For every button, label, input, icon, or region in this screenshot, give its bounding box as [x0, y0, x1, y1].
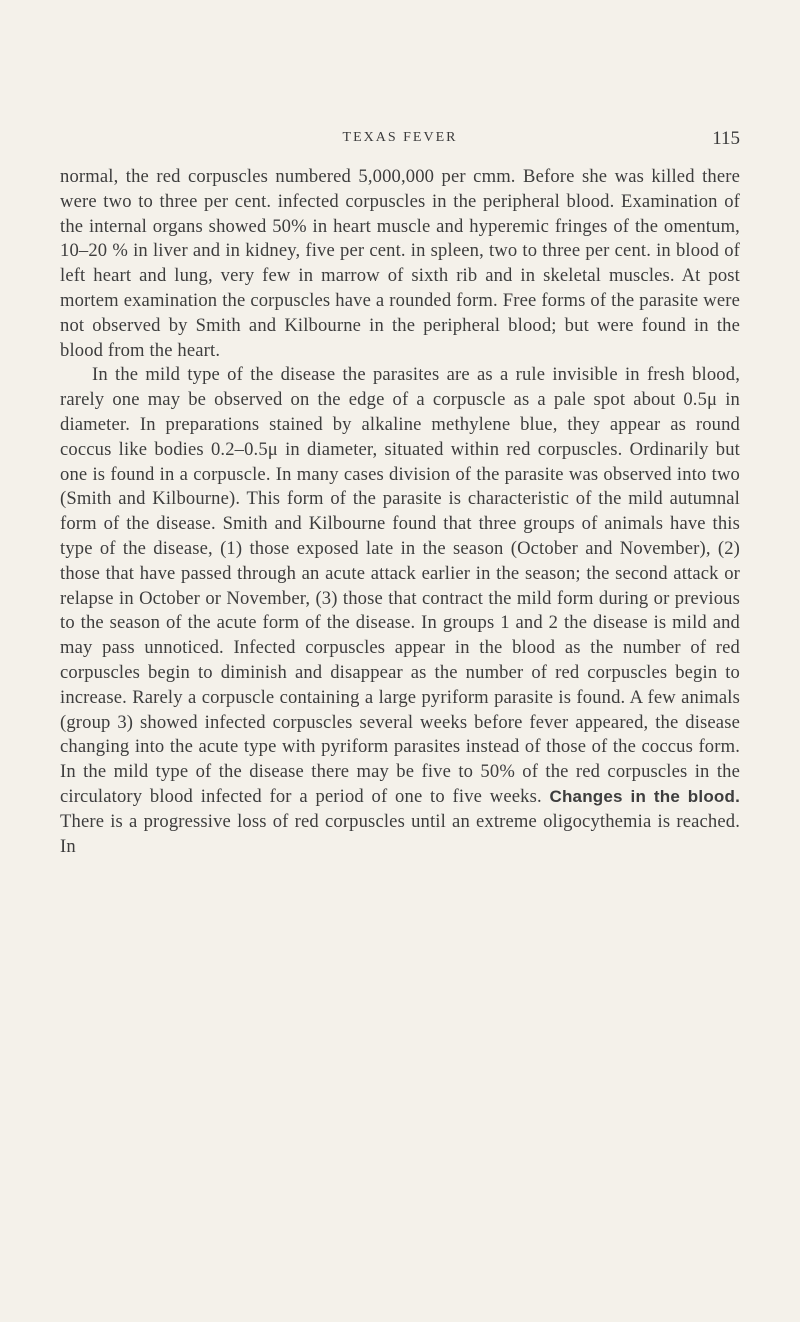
running-head: TEXAS FEVER — [342, 130, 458, 145]
section-heading-changes-in-blood: Changes in the blood. — [549, 786, 740, 806]
page-number: 115 — [712, 128, 740, 149]
paragraph-continued: normal, the red corpuscles numbered 5,000,000 per cmm. Before she was killed there were two to three per cent. infected corpuscles in the peripheral blood. Examination of the internal organs showed 50% in heart muscle and hyperemic fringes of the omentum, 10–20 % in liver and in kidney, five per cent. in spleen, two to three per cent. in blood of left heart and lung, very few in marrow of sixth rib and in skeletal muscles. At post mortem examination the corpuscles have a rounded form. Free forms of the parasite were not observed by Smith and Kilbourne in the peripheral blood; but were found in the blood from the heart. — [60, 166, 740, 361]
paragraph-mild-type — [60, 363, 740, 859]
section-text-changes-in-blood: There is a progressive loss of red corpuscles until an extreme oligocythemia is reached. In — [60, 810, 740, 857]
paragraph-mild-type-text: In the mild type of the disease the parasites are as a rule invisible in fresh blood, rarely one may be observed on the edge of a corpuscle as a pale spot about 0.5μ in diameter. In preparations stained by alkaline methylene blue, they appear as round coccus like bodies 0.2–0.5μ in diameter, situated within red corpuscles. Ordinarily but one is found in a corpuscle. In many cases division of the parasite was observed into two (Smith and Kilbourne). This form of the parasite is characteristic of the mild autumnal form of the disease. Smith and Kilbourne found that three groups of animals have this type of the disease, (1) those exposed late in the season (October and November), (2) those that have passed through an acute attack earlier in the season; the second attack or relapse in October or November, (3) those that contract the mild form during or previous to the season of the acute form of the disease. In groups 1 and 2 the disease is mild and may pass unnoticed. Infected corpuscles appear in the blood as the number of red corpuscles begin to diminish and disappear as the number of red corpuscles begin to increase. Rarely a corpuscle containing a large pyriform parasite is found. A few animals (group 3) showed infected corpuscles several weeks before fever appeared, the disease changing into the acute type with pyriform parasites instead of those of the coccus form. In the mild type of the disease there may be five to 50% of the red corpuscles in the circulatory blood infected for a period of one to five weeks. — [60, 364, 740, 807]
page-header — [60, 130, 740, 160]
body-text — [60, 165, 740, 859]
book-page — [60, 130, 740, 859]
